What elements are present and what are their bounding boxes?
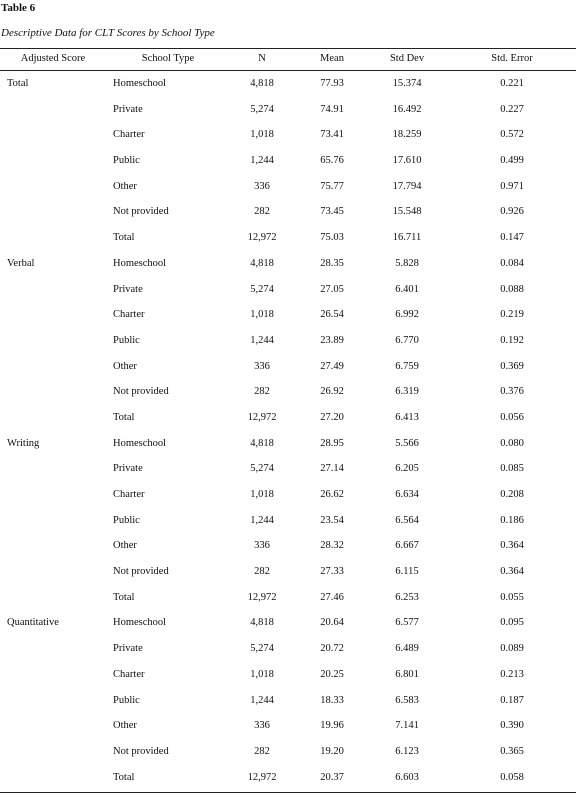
row-school-type: Other (113, 540, 137, 552)
row-n: 12,972 (247, 591, 277, 603)
header-std-error: Std. Error (491, 53, 533, 64)
row-std-dev: 6.115 (395, 566, 419, 578)
row-mean: 28.32 (320, 540, 344, 552)
row-std-dev: 6.634 (395, 489, 419, 500)
table-row (0, 431, 576, 457)
row-n: 1,244 (250, 694, 274, 706)
table-row (0, 739, 576, 765)
row-mean: 18.33 (320, 694, 344, 706)
row-std-dev: 6.489 (395, 643, 419, 655)
row-std-dev: 6.253 (395, 591, 419, 603)
row-school-type: Public (113, 334, 140, 346)
row-std-error: 0.084 (500, 257, 524, 269)
row-school-type: Not provided (113, 206, 169, 218)
row-n: 282 (254, 566, 270, 578)
row-school-type: Public (113, 694, 140, 706)
row-std-dev: 6.205 (395, 463, 419, 475)
row-std-error: 0.364 (500, 566, 524, 578)
row-std-dev: 17.794 (392, 180, 422, 192)
row-std-dev: 6.603 (395, 771, 419, 783)
row-std-dev: 6.123 (395, 745, 419, 757)
table-row (0, 97, 576, 123)
table-row (0, 585, 576, 611)
row-mean: 75.03 (320, 232, 344, 244)
row-std-dev: 6.583 (395, 694, 419, 706)
table-top-rule (0, 48, 576, 49)
row-school-type: Homeschool (113, 437, 167, 449)
table-row (0, 302, 576, 328)
table-row (0, 174, 576, 200)
row-n: 282 (254, 745, 270, 757)
header-std-dev: Std Dev (389, 53, 425, 64)
row-mean: 74.91 (320, 103, 344, 115)
row-school-type: Homeschool (113, 78, 167, 89)
row-school-type: Public (113, 155, 140, 167)
row-n: 1,244 (250, 514, 274, 526)
table-row (0, 688, 576, 714)
row-mean: 73.41 (320, 129, 344, 141)
row-n: 336 (254, 180, 270, 192)
table-row (0, 765, 576, 791)
row-mean: 19.20 (320, 745, 344, 757)
row-mean: 28.95 (320, 437, 344, 449)
row-n: 1,018 (250, 489, 274, 500)
row-mean: 27.46 (320, 591, 344, 603)
row-std-error: 0.186 (500, 514, 524, 526)
row-n: 282 (254, 206, 270, 218)
row-mean: 20.64 (320, 617, 344, 629)
table-row (0, 199, 576, 225)
row-std-error: 0.147 (500, 232, 524, 244)
row-n: 1,244 (250, 334, 274, 346)
row-school-type: Private (113, 463, 143, 475)
table-row (0, 277, 576, 303)
table-row (0, 405, 576, 431)
row-adjusted-score: Total (7, 78, 29, 89)
row-n: 336 (254, 720, 270, 732)
table-row (0, 122, 576, 148)
row-n: 4,818 (250, 437, 274, 449)
row-n: 1,244 (250, 155, 274, 167)
row-std-error: 0.088 (500, 283, 524, 295)
row-std-error: 0.055 (500, 591, 524, 603)
table-row (0, 328, 576, 354)
row-school-type: Charter (113, 489, 145, 500)
row-std-dev: 6.319 (395, 386, 419, 398)
row-std-dev: 16.711 (392, 232, 422, 244)
row-mean: 26.92 (320, 386, 344, 398)
header-mean: Mean (320, 53, 344, 64)
row-std-error: 0.971 (500, 180, 524, 192)
row-school-type: Charter (113, 309, 145, 321)
header-adjusted-score: Adjusted Score (20, 53, 86, 64)
row-n: 5,274 (250, 283, 274, 295)
row-std-dev: 7.141 (395, 720, 419, 732)
row-std-dev: 16.492 (392, 103, 422, 115)
row-school-type: Other (113, 360, 137, 372)
table-row (0, 379, 576, 405)
table-label: Table 6 (1, 2, 36, 14)
row-std-dev: 18.259 (392, 129, 422, 141)
table-row (0, 148, 576, 174)
row-mean: 27.14 (320, 463, 344, 475)
table-title: Descriptive Data for CLT Scores by School Type (1, 27, 215, 39)
row-std-dev: 6.759 (395, 360, 419, 372)
table-row (0, 71, 576, 97)
table-row (0, 662, 576, 688)
table-body (0, 71, 576, 790)
row-school-type: Charter (113, 668, 145, 680)
row-std-error: 0.085 (500, 463, 524, 475)
row-std-dev: 6.564 (395, 514, 419, 526)
row-std-error: 0.213 (500, 668, 524, 680)
row-school-type: Private (113, 103, 143, 115)
row-mean: 27.49 (320, 360, 344, 372)
row-school-type: Homeschool (113, 617, 167, 629)
row-std-dev: 6.577 (395, 617, 419, 629)
row-mean: 20.72 (320, 643, 344, 655)
row-n: 12,972 (247, 232, 277, 244)
row-mean: 20.37 (320, 771, 344, 783)
row-mean: 73.45 (320, 206, 344, 218)
row-n: 4,818 (250, 257, 274, 269)
row-mean: 26.54 (320, 309, 344, 321)
table-row (0, 533, 576, 559)
table-row (0, 610, 576, 636)
row-std-error: 0.390 (500, 720, 524, 732)
row-std-dev: 5.828 (395, 257, 419, 269)
row-std-error: 0.089 (500, 643, 524, 655)
row-n: 4,818 (250, 78, 274, 89)
table-row (0, 225, 576, 251)
row-std-dev: 6.401 (395, 283, 419, 295)
row-std-error: 0.926 (500, 206, 524, 218)
row-n: 1,018 (250, 309, 274, 321)
header-n: N (258, 53, 266, 64)
row-mean: 27.05 (320, 283, 344, 295)
row-school-type: Total (113, 411, 135, 423)
row-std-dev: 6.413 (395, 411, 419, 423)
row-std-dev: 6.667 (395, 540, 419, 552)
row-std-error: 0.095 (500, 617, 524, 629)
row-school-type: Not provided (113, 745, 169, 757)
row-std-dev: 15.548 (392, 206, 422, 218)
row-std-error: 0.364 (500, 540, 524, 552)
row-mean: 26.62 (320, 489, 344, 500)
table-header-row (0, 50, 576, 68)
row-mean: 19.96 (320, 720, 344, 732)
row-n: 5,274 (250, 463, 274, 475)
row-mean: 27.33 (320, 566, 344, 578)
table-row (0, 636, 576, 662)
row-school-type: Total (113, 232, 135, 244)
row-std-error: 0.056 (500, 411, 524, 423)
row-adjusted-score: Writing (7, 437, 40, 449)
row-school-type: Homeschool (113, 257, 167, 269)
table-row (0, 251, 576, 277)
table-row (0, 354, 576, 380)
row-n: 336 (254, 540, 270, 552)
row-school-type: Total (113, 591, 135, 603)
row-std-dev: 17.610 (392, 155, 422, 167)
row-std-error: 0.221 (500, 78, 524, 89)
row-std-error: 0.499 (500, 155, 524, 167)
row-std-dev: 15.374 (392, 78, 422, 89)
row-mean: 23.89 (320, 334, 344, 346)
row-mean: 75.77 (320, 180, 344, 192)
row-school-type: Other (113, 180, 137, 192)
row-mean: 28.35 (320, 257, 344, 269)
row-std-error: 0.227 (500, 103, 524, 115)
row-mean: 77.93 (320, 78, 344, 89)
table-row (0, 508, 576, 534)
row-n: 5,274 (250, 103, 274, 115)
table-row (0, 713, 576, 739)
row-std-error: 0.187 (500, 694, 524, 706)
table-row (0, 482, 576, 508)
row-n: 12,972 (247, 411, 277, 423)
row-n: 12,972 (247, 771, 277, 783)
row-std-dev: 6.801 (395, 668, 419, 680)
row-n: 4,818 (250, 617, 274, 629)
row-mean: 27.20 (320, 411, 344, 423)
table-row (0, 456, 576, 482)
row-std-error: 0.208 (500, 489, 524, 500)
row-school-type: Not provided (113, 566, 169, 578)
row-adjusted-score: Quantitative (7, 617, 59, 629)
row-std-error: 0.192 (500, 334, 524, 346)
row-n: 5,274 (250, 643, 274, 655)
row-school-type: Other (113, 720, 137, 732)
row-school-type: Charter (113, 129, 145, 141)
row-n: 1,018 (250, 668, 274, 680)
row-std-error: 0.376 (500, 386, 524, 398)
row-std-dev: 6.770 (395, 334, 419, 346)
table-bottom-rule (0, 792, 576, 793)
row-mean: 20.25 (320, 668, 344, 680)
row-std-error: 0.080 (500, 437, 524, 449)
row-school-type: Total (113, 771, 135, 783)
row-std-error: 0.365 (500, 745, 524, 757)
row-mean: 23.54 (320, 514, 344, 526)
row-std-error: 0.572 (500, 129, 524, 141)
row-n: 336 (254, 360, 270, 372)
row-std-error: 0.219 (500, 309, 524, 321)
row-school-type: Not provided (113, 386, 169, 398)
row-std-error: 0.369 (500, 360, 524, 372)
row-std-error: 0.058 (500, 771, 524, 783)
row-school-type: Private (113, 643, 143, 655)
header-school-type: School Type (141, 53, 195, 64)
table-row (0, 559, 576, 585)
row-school-type: Public (113, 514, 140, 526)
row-adjusted-score: Verbal (7, 257, 35, 269)
row-n: 1,018 (250, 129, 274, 141)
row-std-dev: 5.566 (395, 437, 419, 449)
row-n: 282 (254, 386, 270, 398)
row-mean: 65.76 (320, 155, 344, 167)
row-school-type: Private (113, 283, 143, 295)
row-std-dev: 6.992 (395, 309, 419, 321)
